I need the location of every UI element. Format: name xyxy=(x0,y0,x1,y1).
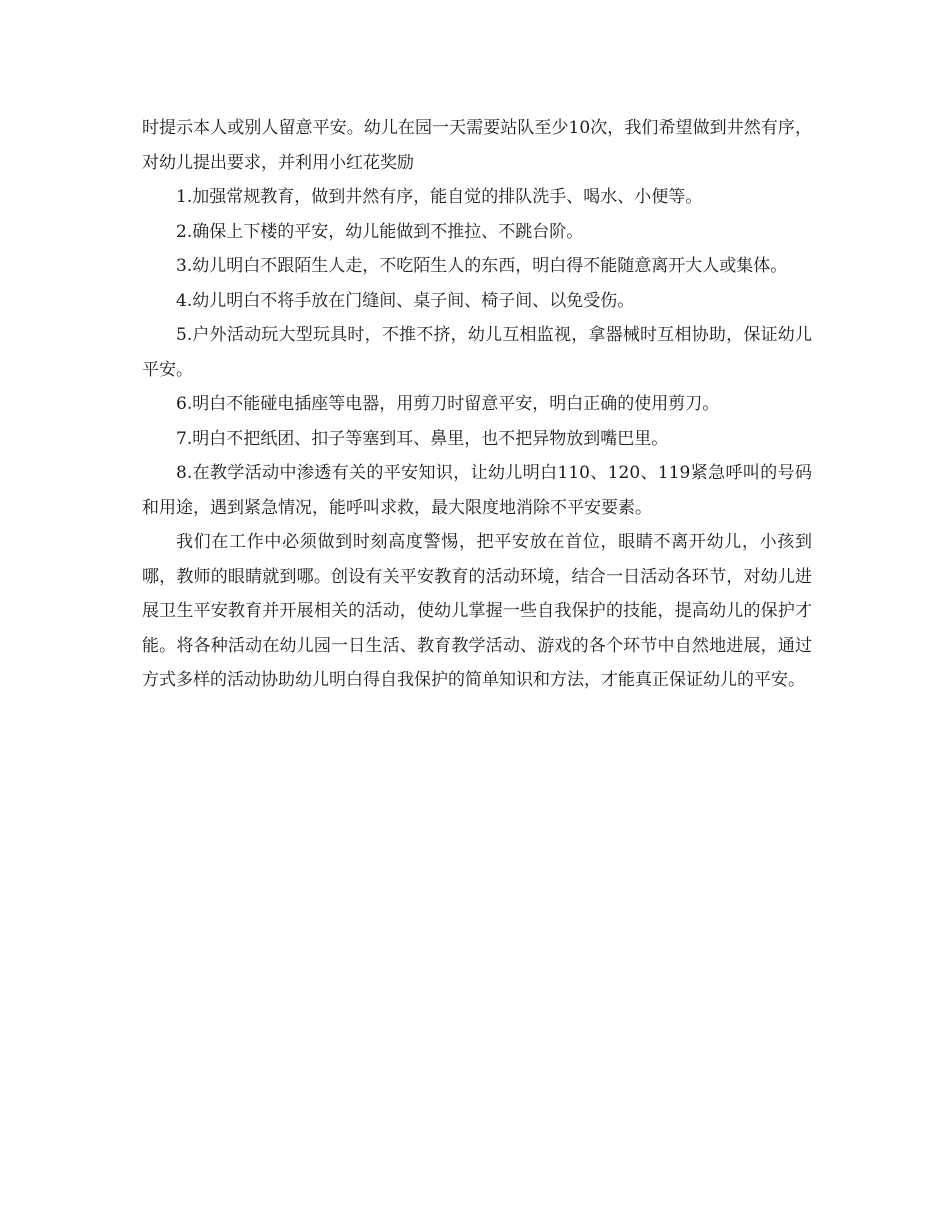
list-item-1: 1.加强常规教育，做到井然有序，能自觉的排队洗手、喝水、小便等。 xyxy=(176,187,703,207)
list-item-2: 2.确保上下楼的平安，幼儿能做到不推拉、不跳台阶。 xyxy=(176,221,584,242)
list-item-4: 4.幼儿明白不将手放在门缝间、桌子间、椅子间、以免受伤。 xyxy=(176,290,635,311)
list-item-3: 3.幼儿明白不跟陌生人走，不吃陌生人的东西，明白得不能随意离开大人或集体。 xyxy=(176,256,788,276)
list-item-8: 8.在教学活动中渗透有关的平安知识，让幼儿明白110、120、119紧急呼叫的号码和用途，遇到紧急情况，能呼叫求救，最大限度地消除不平安要素。 xyxy=(142,463,812,518)
document-body xyxy=(142,111,812,698)
closing-paragraph: 我们在工作中必须做到时刻高度警惕，把平安放在首位，眼睛不离开幼儿，小孩到哪，教师的眼睛就到哪。创设有关平安教育的活动环境，结合一日活动各环节，对幼儿进展卫生平安教育并开展相关的活动，使幼儿掌握一些自我保护的技能，提高幼儿的保护才能。将各种活动在幼儿园一日生活、教育教学活动、游戏的各个环节中自然地进展，通过方式多样的活动协助幼儿明白得自我保护的简单知识和方法，才能真正保证幼儿的平安。 xyxy=(142,532,812,690)
paragraph-continuation: 时提示本人或别人留意平安。幼儿在园一天需要站队至少10次，我们希望做到井然有序，对幼儿提出要求，并利用小红花奖励 xyxy=(142,118,812,173)
list-item-7: 7.明白不把纸团、扣子等塞到耳、鼻里，也不把异物放到嘴巴里。 xyxy=(176,428,669,449)
list-item-5: 5.户外活动玩大型玩具时，不推不挤，幼儿互相监视，拿器械时互相协助，保证幼儿平安。 xyxy=(142,325,812,380)
list-item-6: 6.明白不能碰电插座等电器，用剪刀时留意平安，明白正确的使用剪刀。 xyxy=(176,394,720,414)
